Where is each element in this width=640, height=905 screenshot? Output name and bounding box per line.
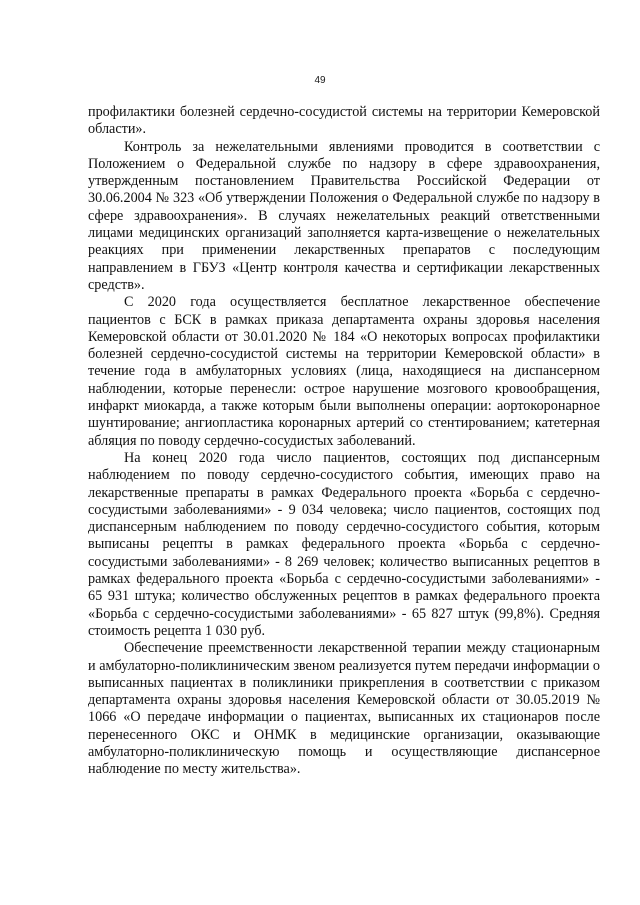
- paragraph-therapy-continuity: Обеспечение преемственности лекарственной терапии между стационарным и амбулаторно-поликлиническим звеном реализуется путем передачи информации о выписанных пациентах в поликлиники прикрепления в соответствии с приказом департамента охраны здоровья населения Кемеровской области от 30.05.2019 № 1066 «О передаче информации о пациентах, выписанных их стационаров после перенесенного ОКС и ОНМК в медицинские организации, оказывающие амбулаторно-поликлиническую помощь и осуществляющие диспансерное наблюдение по месту жительства».: [88, 640, 600, 778]
- paragraph-statistics-2020: На конец 2020 года число пациентов, состоящих под диспансерным наблюдением по поводу сердечно-сосудистого события, имеющих право на лекарственные препараты в рамках Федерального проекта «Борьба с сердечно-сосудистыми заболеваниями» - 9 034 человека; число пациентов, состоящих под диспансерным наблюдением по поводу сердечно-сосудистого события, которым выписаны рецепты в рамках федерального проекта «Борьба с сердечно-сосудистыми заболеваниями» - 8 269 человек; количество выписанных рецептов в рамках федерального проекта «Борьба с сердечно-сосудистыми заболеваниями» - 65 931 штука; количество обслуженных рецептов в рамках федерального проекта «Борьба с сердечно-сосудистыми заболеваниями» - 65 827 штук (99,8%). Средняя стоимость рецепта 1 030 руб.: [88, 449, 600, 639]
- paragraph-adverse-events-control: Контроль за нежелательными явлениями проводится в соответствии с Положением о Федеральной службе по надзору в сфере здравоохранения, утвержденным постановлением Правительства Российской Федерации от 30.06.2004 № 323 «Об утверждении Положения о Федеральной службе по надзору в сфере здравоохранения». В случаях нежелательных реакций ответственными лицами медицинских организаций заполняется карта-извещение о нежелательных реакциях при применении лекарственных препаратов с последующим направлением в ГБУЗ «Центр контроля качества и сертификации лекарственных средств».: [88, 138, 600, 293]
- page-number: 49: [314, 75, 326, 86]
- document-body: [88, 104, 600, 779]
- paragraph-free-drug-provision: С 2020 года осуществляется бесплатное лекарственное обеспечение пациентов с БСК в рамках приказа департамента охраны здоровья населения Кемеровской области от 30.01.2020 № 184 «О некоторых вопросах профилактики болезней сердечно-сосудистой системы на территории Кемеровской области» в течение года в амбулаторных условиях (лица, находящиеся на диспансерном наблюдении, которые перенесли: острое нарушение мозгового кровообращения, инфаркт миокарда, а также которым были выполнены операции: аортокоронарное шунтирование; ангиопластика коронарных артерий со стентированием; катетерная абляция по поводу сердечно-сосудистых заболеваний.: [88, 294, 600, 449]
- paragraph-continuation: профилактики болезней сердечно-сосудистой системы на территории Кемеровской области».: [88, 104, 600, 138]
